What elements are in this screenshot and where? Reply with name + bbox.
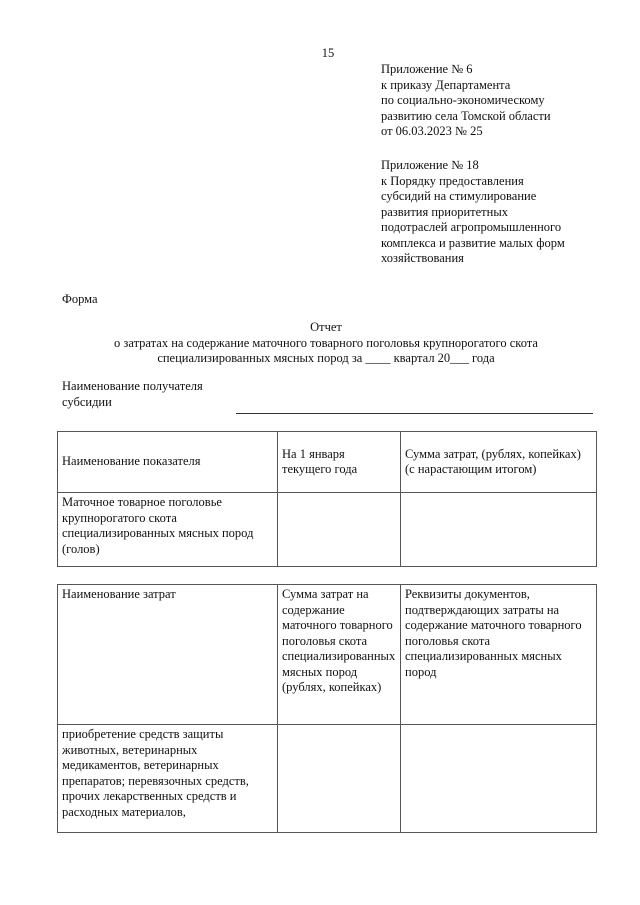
cost-sum-cell[interactable]: [401, 493, 597, 567]
header-jan1: На 1 января текущего года: [278, 432, 401, 493]
row-label: Маточное товарное поголовье крупнорогатого скота специализированных мясных пород (голов): [58, 493, 278, 567]
table-header-row: [58, 432, 597, 493]
appendix-6-line: от 06.03.2023 № 25: [381, 124, 483, 138]
header-indicator-name: Наименование показателя: [58, 432, 278, 493]
report-title: Отчет: [310, 320, 342, 334]
appendix-6-block: [381, 62, 611, 140]
documents-cell[interactable]: [401, 725, 597, 833]
appendix-6-line: к приказу Департамента: [381, 77, 511, 92]
appendix-18-line: Приложение № 18: [381, 158, 479, 172]
appendix-18-line: хозяйствования: [381, 251, 464, 265]
cost-amount-cell[interactable]: [278, 725, 401, 833]
recipient-label: [62, 378, 203, 410]
appendix-18-line: комплекса и развитие малых форм: [381, 235, 565, 250]
header-documents: Реквизиты документов, подтверждающих затраты на содержание маточного товарного поголовья скота специализированных мясных пород: [401, 585, 597, 725]
costs-table: [57, 584, 597, 833]
report-subtitle-line1: о затратах на содержание маточного товарного поголовья крупнорогатого скота: [114, 336, 538, 350]
header-cost-sum: Сумма затрат, (рублях, копейках) (с нарастающим итогом): [401, 432, 597, 493]
recipient-label-line: Наименование получателя: [62, 379, 203, 393]
recipient-fill-line[interactable]: [236, 413, 593, 414]
form-label: Форма: [62, 292, 98, 306]
appendix-6-line: по социально-экономическому: [381, 93, 545, 107]
table-row: [58, 493, 597, 567]
jan1-value-cell[interactable]: [278, 493, 401, 567]
table-header-row: [58, 585, 597, 725]
indicator-table: [57, 431, 597, 567]
recipient-label-line: субсидии: [62, 395, 112, 409]
header-cost-amount: Сумма затрат на содержание маточного товарного поголовья скота специализированных мясных пород (рублях, копейках): [278, 585, 401, 725]
appendix-18-block: [381, 158, 611, 267]
row-label: приобретение средств защиты животных, ветеринарных медикаментов, ветеринарных препаратов; перевязочных средств, прочих лекарственных средств и расходных материалов,: [58, 725, 278, 833]
table-row: [58, 725, 597, 833]
page-number: 15: [321, 46, 335, 60]
appendix-18-line: к Порядку предоставления: [381, 173, 524, 188]
appendix-6-line: развитию села Томской области: [381, 108, 551, 123]
appendix-18-line: субсидий на стимулирование: [381, 189, 537, 203]
appendix-18-line: развития приоритетных: [381, 204, 508, 219]
appendix-6-line: Приложение № 6: [381, 62, 473, 76]
appendix-18-line: подотраслей агропромышленного: [381, 220, 562, 234]
header-cost-name: Наименование затрат: [58, 585, 278, 725]
report-subtitle-line2: специализированных мясных пород за ____ квартал 20___ года: [157, 351, 495, 365]
